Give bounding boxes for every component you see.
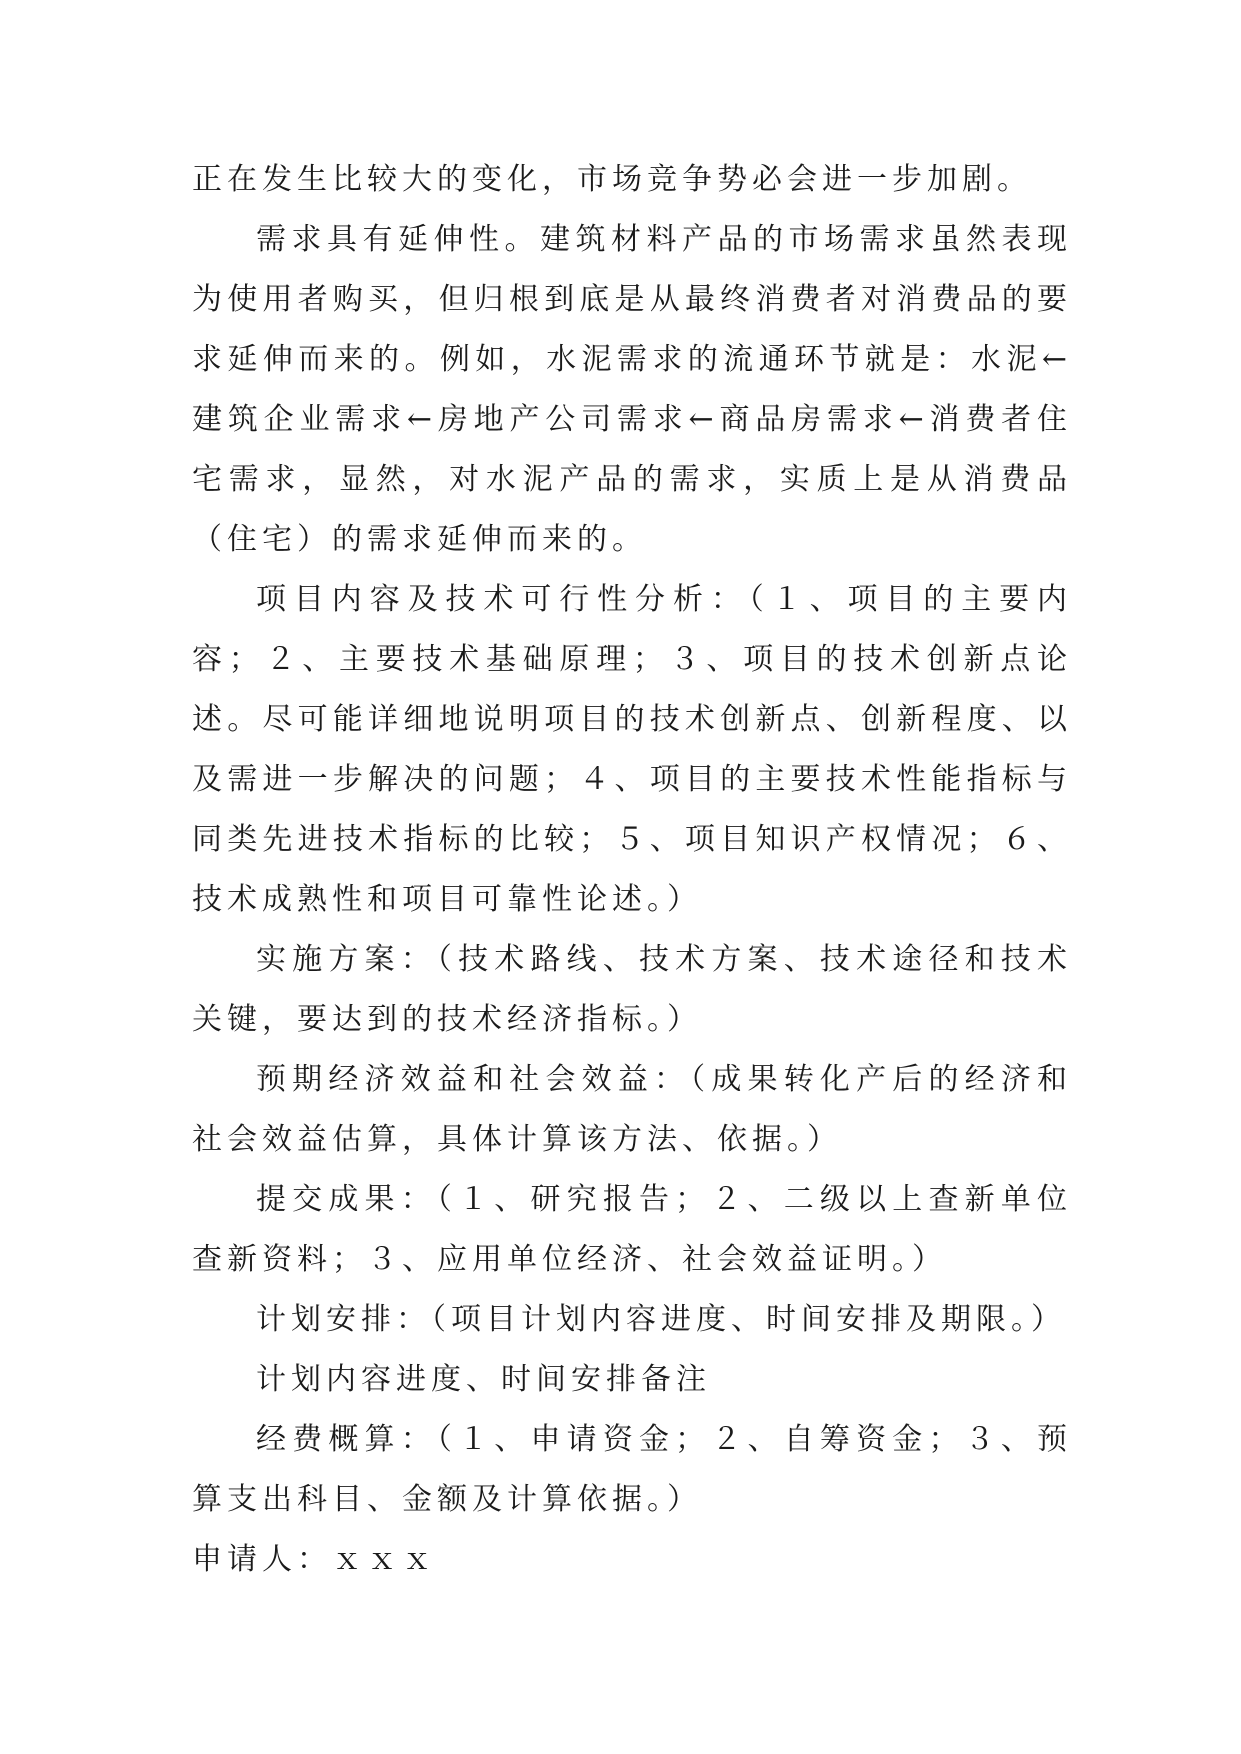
paragraph-implementation-plan: 实施方案：（技术路线、技术方案、技术途径和技术关键，要达到的技术经济指标。）: [192, 942, 1072, 1037]
document-body: [192, 150, 1072, 1590]
applicant-line: 申请人：ｘｘｘ: [192, 1542, 437, 1577]
paragraph-deliverables: 提交成果：（１、研究报告；２、二级以上查新单位查新资料；３、应用单位经济、社会效益证明。）: [192, 1182, 1072, 1277]
paragraph-budget: 经费概算：（１、申请资金；２、自筹资金；３、预算支出科目、金额及计算依据。）: [192, 1422, 1072, 1517]
paragraph-schedule-notes: 计划内容进度、时间安排备注: [256, 1362, 711, 1397]
paragraph-expected-benefits: 预期经济效益和社会效益：（成果转化产后的经济和社会效益估算，具体计算该方法、依据。）: [192, 1062, 1072, 1157]
paragraph-technical-feasibility: 项目内容及技术可行性分析：（１、项目的主要内容；２、主要技术基础原理；３、项目的技术创新点论述。尽可能详细地说明项目的技术创新点、创新程度、以及需进一步解决的问题；４、项目的主要技术性能指标与同类先进技术指标的比较；５、项目知识产权情况；６、技术成熟性和项目可靠性论述。）: [192, 582, 1072, 917]
paragraph-market-competition: 正在发生比较大的变化，市场竞争势必会进一步加剧。: [192, 162, 1032, 197]
paragraph-demand-extension: 需求具有延伸性。建筑材料产品的市场需求虽然表现为使用者购买，但归根到底是从最终消费者对消费品的要求延伸而来的。例如，水泥需求的流通环节就是：水泥←建筑企业需求←房地产公司需求←商品房需求←消费者住宅需求，显然，对水泥产品的需求，实质上是从消费品（住宅）的需求延伸而来的。: [192, 222, 1072, 557]
paragraph-schedule: 计划安排：（项目计划内容进度、时间安排及期限。）: [256, 1302, 1066, 1337]
